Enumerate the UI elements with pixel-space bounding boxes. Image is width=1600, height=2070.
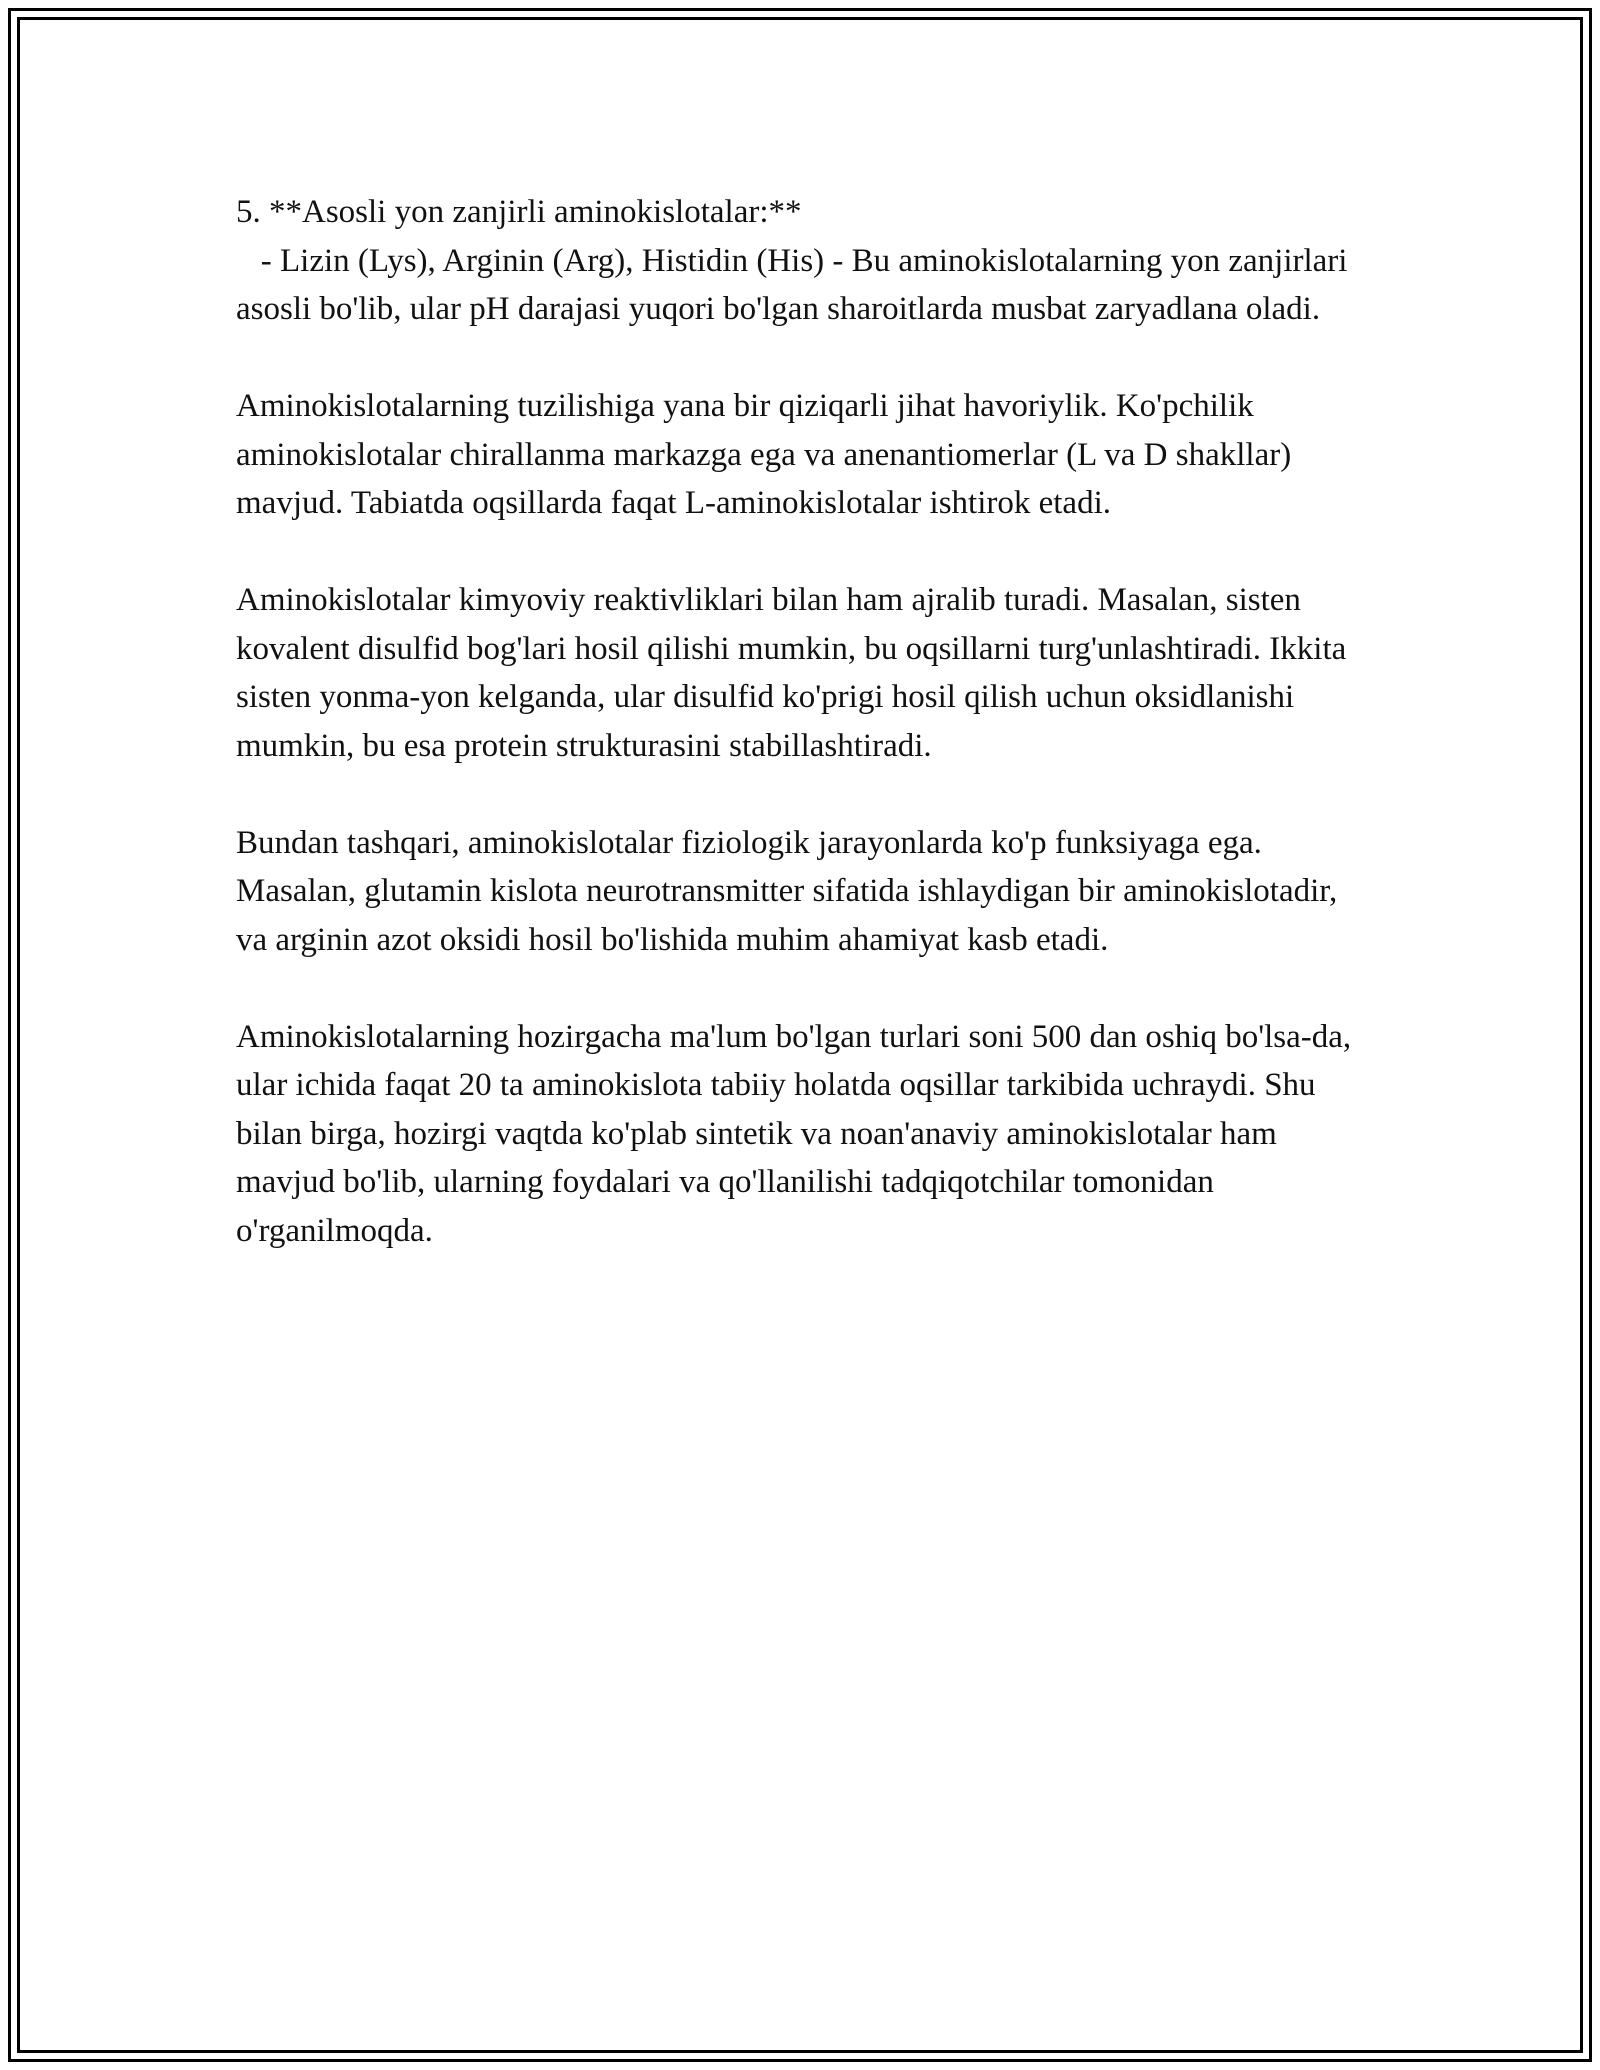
section-heading: 5. **Asosli yon zanjirli aminokislotalar:** bbox=[236, 194, 802, 230]
paragraph-types: Aminokislotalarning hozirgacha ma'lum bo'lgan turlari soni 500 dan oshiq bo'lsa-da, ular ichida faqat 20 ta aminokislota tabiiy holatda oqsillar tarkibida uchraydi. Shu bilan birga, hozirgi vaqtda ko'plab sintetik va noan'anaviy aminokislotalar ham mavjud bo'lib, ularning foydalari va qo'llanilishi tadqiqotchilar tomonidan o'rganilmoqda. bbox=[236, 1018, 1360, 1249]
paragraph-chirality: Aminokislotalarning tuzilishiga yana bir qiziqarli jihat havoriylik. Ko'pchilik aminokislotalar chirallanma markazga ega va anenantiomerlar (L va D shakllar) mavjud. Tabiatda oqsillarda faqat L-aminokislotalar ishtirok etadi. bbox=[236, 388, 1300, 521]
paragraph-reactivity: Aminokislotalar kimyoviy reaktivliklari bilan ham ajralib turadi. Masalan, sisten kovalent disulfid bog'lari hosil qilishi mumkin, bu oqsillarni turg'unlashtiradi. Ikkita sisten yonma-yon kelganda, ular disulfid ko'prigi hosil qilish uchun oksidlanishi mumkin, bu esa protein strukturasini stabillashtiradi. bbox=[236, 582, 1355, 764]
document-body bbox=[236, 188, 1376, 1304]
paragraph-physiology: Bundan tashqari, aminokislotalar fiziologik jarayonlarda ko'p funksiyaga ega. Masalan, glutamin kislota neurotransmitter sifatida ishlaydigan bir aminokislotadir, va arginin azot oksidi hosil bo'lishida muhim ahamiyat kasb etadi. bbox=[236, 824, 1346, 958]
list-item: - Lizin (Lys), Arginin (Arg), Histidin (His) - Bu aminokislotalarning yon zanjirlari asosli bo'lib, ular pH darajasi yuqori bo'lgan sharoitlarda musbat zaryadlana oladi. bbox=[236, 242, 1356, 327]
